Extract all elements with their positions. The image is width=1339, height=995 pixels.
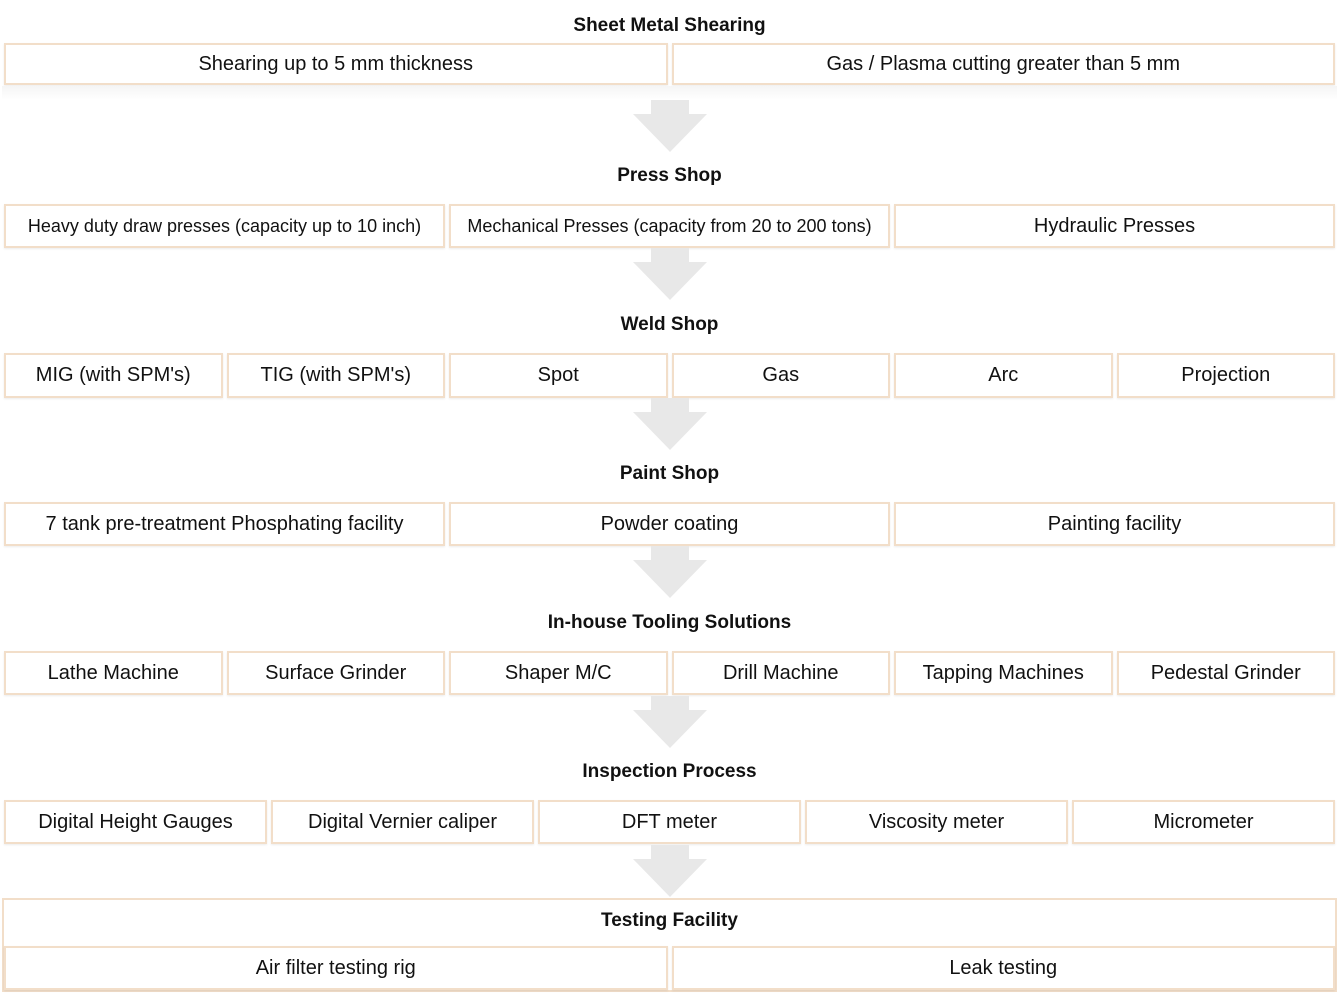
down-arrow-icon (633, 398, 707, 450)
process-box: Digital Vernier caliper (271, 800, 534, 844)
process-box: Spot (449, 353, 668, 398)
process-box: Pedestal Grinder (1117, 651, 1336, 695)
process-box: Digital Height Gauges (4, 800, 267, 844)
section-title-paint-shop: Paint Shop (619, 463, 720, 484)
process-box: Gas (672, 353, 891, 398)
process-box: MIG (with SPM's) (4, 353, 223, 398)
divider-band (2, 86, 1337, 100)
down-arrow-icon (633, 248, 707, 300)
process-box: Mechanical Presses (capacity from 20 to 200 tons) (449, 204, 890, 248)
inspection-row (4, 800, 1335, 844)
process-box: 7 tank pre-treatment Phosphating facility (4, 502, 445, 546)
process-box: Air filter testing rig (4, 946, 668, 990)
process-box: Heavy duty draw presses (capacity up to 10 inch) (4, 204, 445, 248)
section-title-press-shop: Press Shop (617, 165, 722, 186)
process-box: Powder coating (449, 502, 890, 546)
weld-shop-row (4, 353, 1335, 398)
process-box: Micrometer (1072, 800, 1335, 844)
sheet-metal-row (4, 43, 1335, 85)
section-title-sheet-metal: Sheet Metal Shearing (573, 15, 766, 36)
section-title-tooling: In-house Tooling Solutions (547, 612, 792, 633)
process-box: Viscosity meter (805, 800, 1068, 844)
process-box: Arc (894, 353, 1113, 398)
section-title-inspection: Inspection Process (582, 761, 757, 782)
process-box: DFT meter (538, 800, 801, 844)
process-box: Drill Machine (672, 651, 891, 695)
down-arrow-icon (633, 696, 707, 748)
process-box: Shearing up to 5 mm thickness (4, 43, 668, 85)
process-box: Projection (1117, 353, 1336, 398)
process-box: Leak testing (672, 946, 1336, 990)
process-box: TIG (with SPM's) (227, 353, 446, 398)
process-box: Lathe Machine (4, 651, 223, 695)
process-box: Gas / Plasma cutting greater than 5 mm (672, 43, 1336, 85)
process-box: Surface Grinder (227, 651, 446, 695)
down-arrow-icon (633, 845, 707, 897)
down-arrow-icon (633, 100, 707, 152)
process-box: Painting facility (894, 502, 1335, 546)
section-title-weld-shop: Weld Shop (620, 314, 719, 335)
process-box: Tapping Machines (894, 651, 1113, 695)
section-title-testing: Testing Facility (601, 910, 738, 931)
paint-shop-row (4, 502, 1335, 546)
process-box: Shaper M/C (449, 651, 668, 695)
testing-row (4, 946, 1335, 990)
process-box: Hydraulic Presses (894, 204, 1335, 248)
tooling-row (4, 651, 1335, 695)
press-shop-row (4, 204, 1335, 248)
down-arrow-icon (633, 546, 707, 598)
